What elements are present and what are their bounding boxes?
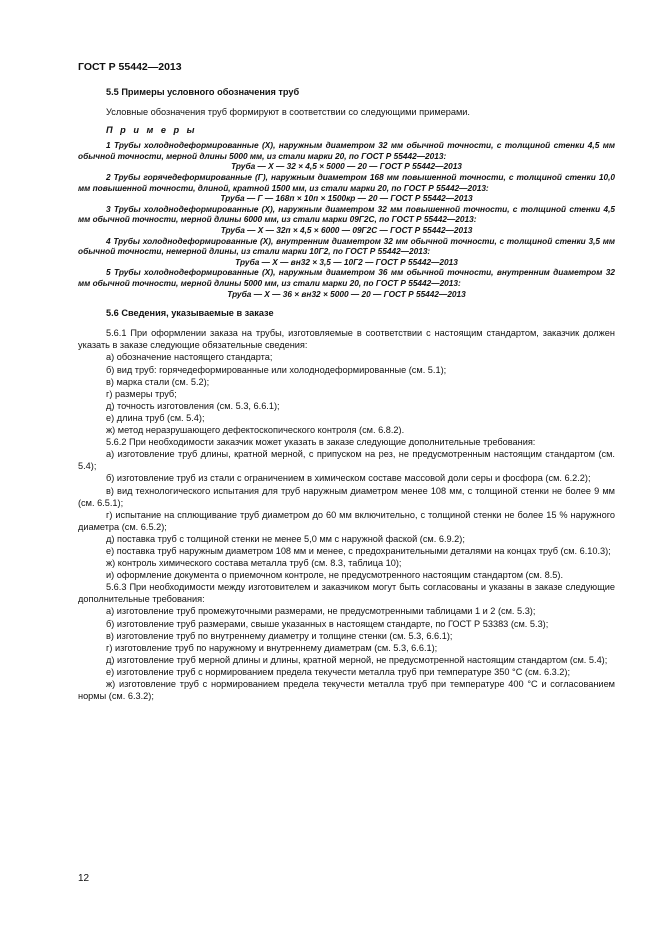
list-item: б) изготовление труб размерами, свыше указанных в настоящем стандарте, по ГОСТ Р 53383 (см. 5.3); [106,618,549,629]
list-item: а) изготовление труб промежуточными размерами, не предусмотренными таблицами 1 и 2 (см. 5.3); [106,606,536,617]
list-item: в) марка стали (см. 5.2); [106,376,210,387]
list-item: а) обозначение настоящего стандарта; [106,352,273,363]
example-text: 4 Трубы холоднодеформированные (Х), внутренним диаметром 32 мм обычной точности, с толщиной стенки 3,5 мм обычной точности, немерной длины, из стали марки 10Г2, по ГОСТ Р 55442—2013: [78,235,615,257]
paragraph-5-6-1: 5.6.1 При оформлении заказа на трубы, изготовляемые в соответствии с настоящим стандартом, заказчик должен указать в заказе следующие обязательные сведения: [78,328,615,351]
list-item: е) изготовление труб с нормированием предела текучести металла труб при температуре 350 °С (см. 6.3.2); [106,666,571,677]
paragraph-5-6-2: 5.6.2 При необходимости заказчик может указать в заказе следующие дополнительные требования: [106,437,536,448]
section-5-6-title: 5.6 Сведения, указываемые в заказе [106,308,274,319]
list-item: б) вид труб: горячедеформированные или холоднодеформированные (см. 5.1); [106,364,447,375]
list-item: е) поставка труб наружным диаметром 108 мм и менее, с предохранительными деталями на концах труб (см. 6.10.3); [106,545,611,556]
list-item: ж) изготовление труб с нормированием предела текучести металла труб при температуре 400 °С и согласованием нормы (см. 6.3.2); [78,679,615,702]
list-item: г) изготовление труб по наружному и внутреннему диаметрам (см. 5.3, 6.6.1); [106,642,438,653]
example-formula: Труба — Х — 36 × вн32 × 5000 — 20 — ГОСТ Р 55442—2013 [227,288,466,299]
examples-label: П р и м е р ы [106,125,198,136]
example-text: 1 Трубы холоднодеформированные (Х), наружным диаметром 32 мм обычной точности, с толщиной стенки 4,5 мм обычной точности, мерной длины 5000 мм, из стали марки 20, по ГОСТ Р 55442—2013: [78,140,615,161]
list-item: д) изготовление труб мерной длины и длины, кратной мерной, не предусмотренной настоящим стандартом (см. 5.4); [106,654,608,665]
section-5-5-intro: Условные обозначения труб формируют в соответствии со следующими примерами. [106,107,470,118]
list-item: д) поставка труб с толщиной стенки не менее 5,0 мм с наружной фаской (см. 6.9.2); [106,533,465,544]
page-number: 12 [78,873,90,884]
example-formula: Труба — Х — 32 × 4,5 × 5000 — 20 — ГОСТ Р 55442—2013 [231,161,462,172]
document-header: ГОСТ Р 55442—2013 [78,61,182,73]
example-text: 2 Трубы горячедеформированные (Г), наружным диаметром 168 мм повышенной точности, с толщиной стенки 10,0 мм повышенной точности, длиной, кратной 1500 мм, из стали марки 20, по ГОСТ Р 55442—2013: [78,172,615,193]
example-text: 5 Трубы холоднодеформированные (Х), наружным диаметром 36 мм обычной точности, внутренним диаметром 32 мм обычной точности, мерной длины 5000 мм, из стали марки 20, по ГОСТ Р 55442—2013: [78,267,615,288]
list-item: г) испытание на сплющивание труб диаметром до 60 мм включительно, с толщиной стенки не более 15 % наружного диаметра (см. 6.5.2); [78,509,615,532]
list-item: г) размеры труб; [106,388,177,399]
list-item: ж) контроль химического состава металла труб (см. 8.3, таблица 10); [106,558,402,569]
page-content [78,86,615,702]
list-item: е) длина труб (см. 5.4); [106,412,205,423]
list-item: ж) метод неразрушающего дефектоскопического контроля (см. 6.8.2). [106,425,405,436]
example-formula: Труба — Г — 168п × 10п × 1500кр — 20 — ГОСТ Р 55442—2013 [220,193,473,204]
section-5-5-title: 5.5 Примеры условного обозначения труб [106,87,300,97]
example-formula: Труба — Х — вн32 × 3,5 — 10Г2 — ГОСТ Р 55442—2013 [235,256,458,267]
list-item: в) вид технологического испытания для труб наружным диаметром менее 108 мм, с толщиной стенки не более 9 мм (см. 6.5.1); [78,485,615,508]
example-formula: Труба — Х — 32п × 4,5 × 6000 — 09Г2С — ГОСТ Р 55442—2013 [220,225,473,236]
list-item: и) оформление документа о приемочном контроле, не предусмотренного настоящим стандартом (см. 8.5). [106,570,564,581]
list-item: а) изготовление труб длины, кратной мерной, с припуском на рез, не предусмотренным настоящим стандартом (см. 5.4); [78,449,615,472]
example-text: 3 Трубы холоднодеформированные (Х), наружным диаметром 32 мм повышенной точности, с толщиной стенки 4,5 мм обычной точности, мерной длины 6000 мм, из стали марки 09Г2С, по ГОСТ Р 55442—2013: [78,203,615,225]
list-item: б) изготовление труб из стали с ограничением в химическом составе массовой доли серы и фосфора (см. 6.2.2); [106,473,591,484]
paragraph-5-6-3: 5.6.3 При необходимости между изготовителем и заказчиком могут быть согласованы и указаны в заказе следующие дополнительные требования: [78,582,615,605]
list-item: д) точность изготовления (см. 5.3, 6.6.1); [106,400,280,411]
list-item: в) изготовление труб по внутреннему диаметру и толщине стенки (см. 5.3, 6.6.1); [106,630,453,641]
